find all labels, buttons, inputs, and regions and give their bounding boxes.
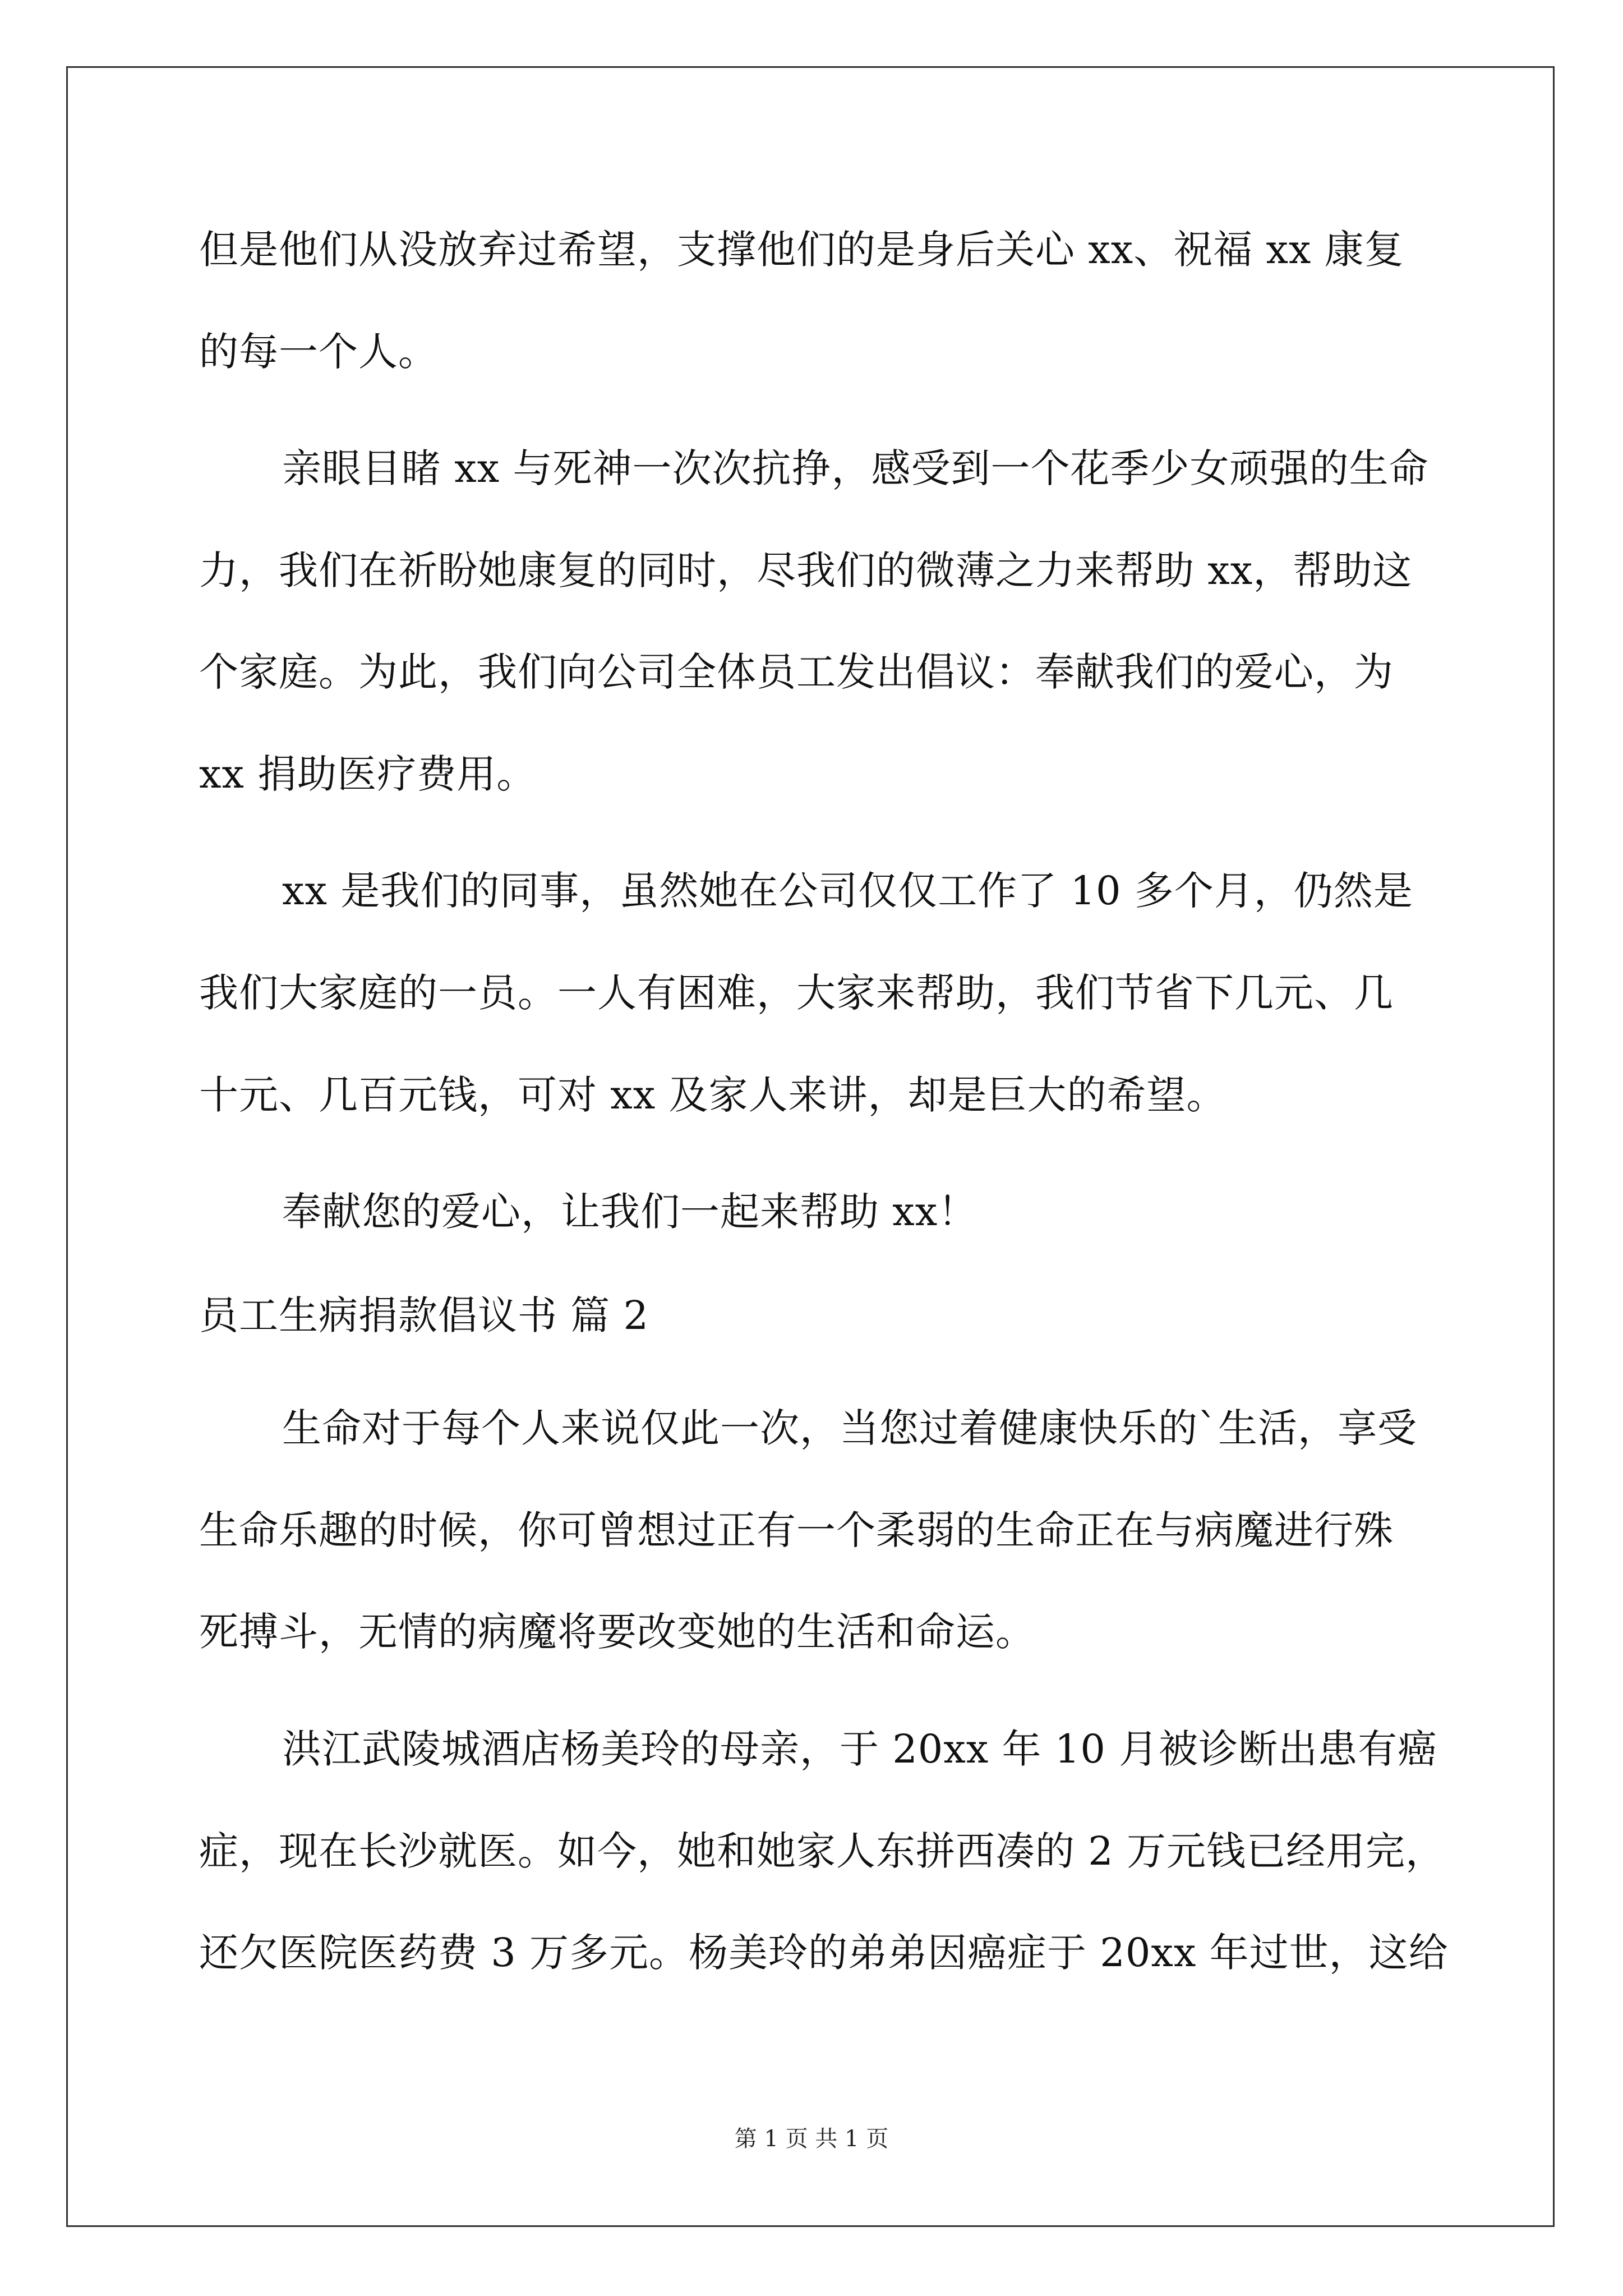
paragraph-line: 力，我们在祈盼她康复的同时，尽我们的微薄之力来帮助 xx，帮助这 [199,547,1413,593]
paragraph-line: 的每一个人。 [199,329,438,375]
paragraph-line: 生命乐趣的时候，你可曾想过正有一个柔弱的生命正在与病魔进行殊 [199,1507,1394,1553]
paragraph-line: 洪江武陵城酒店杨美玲的母亲，于 20xx 年 10 月被诊断出患有癌 [282,1726,1438,1772]
section-heading: 员工生病捐款倡议书 篇 2 [199,1292,649,1338]
paragraph-line: 我们大家庭的一员。一人有困难，大家来帮助，我们节省下几元、几 [199,970,1394,1016]
page-number-footer: 第 1 页 共 1 页 [734,2126,889,2152]
paragraph-line: 症，现在长沙就医。如今，她和她家人东拼西凑的 2 万元钱已经用完， [199,1828,1446,1874]
paragraph-line: 死搏斗，无情的病魔将要改变她的生活和命运。 [199,1609,1035,1655]
paragraph-line: 但是他们从没放弃过希望，支撑他们的是身后关心 xx、祝福 xx 康复 [199,227,1404,273]
paragraph-line: 奉献您的爱心，让我们一起来帮助 xx！ [282,1189,978,1235]
paragraph-line: xx 捐助医疗费用。 [199,751,537,797]
paragraph-line: 个家庭。为此，我们向公司全体员工发出倡议：奉献我们的爱心，为 [199,649,1394,695]
paragraph-line: 生命对于每个人来说仅此一次，当您过着健康快乐的`生活，享受 [282,1405,1417,1451]
paragraph-line: xx 是我们的同事，虽然她在公司仅仅工作了 10 多个月，仍然是 [282,868,1413,914]
paragraph-line: 亲眼目睹 xx 与死神一次次抗挣，感受到一个花季少女顽强的生命 [282,445,1429,491]
paragraph-line: 十元、几百元钱，可对 xx 及家人来讲，却是巨大的希望。 [199,1072,1227,1118]
paragraph-line: 还欠医院医药费 3 万多元。杨美玲的弟弟因癌症于 20xx 年过世，这给 [199,1930,1449,1976]
page-border [66,66,1555,2227]
